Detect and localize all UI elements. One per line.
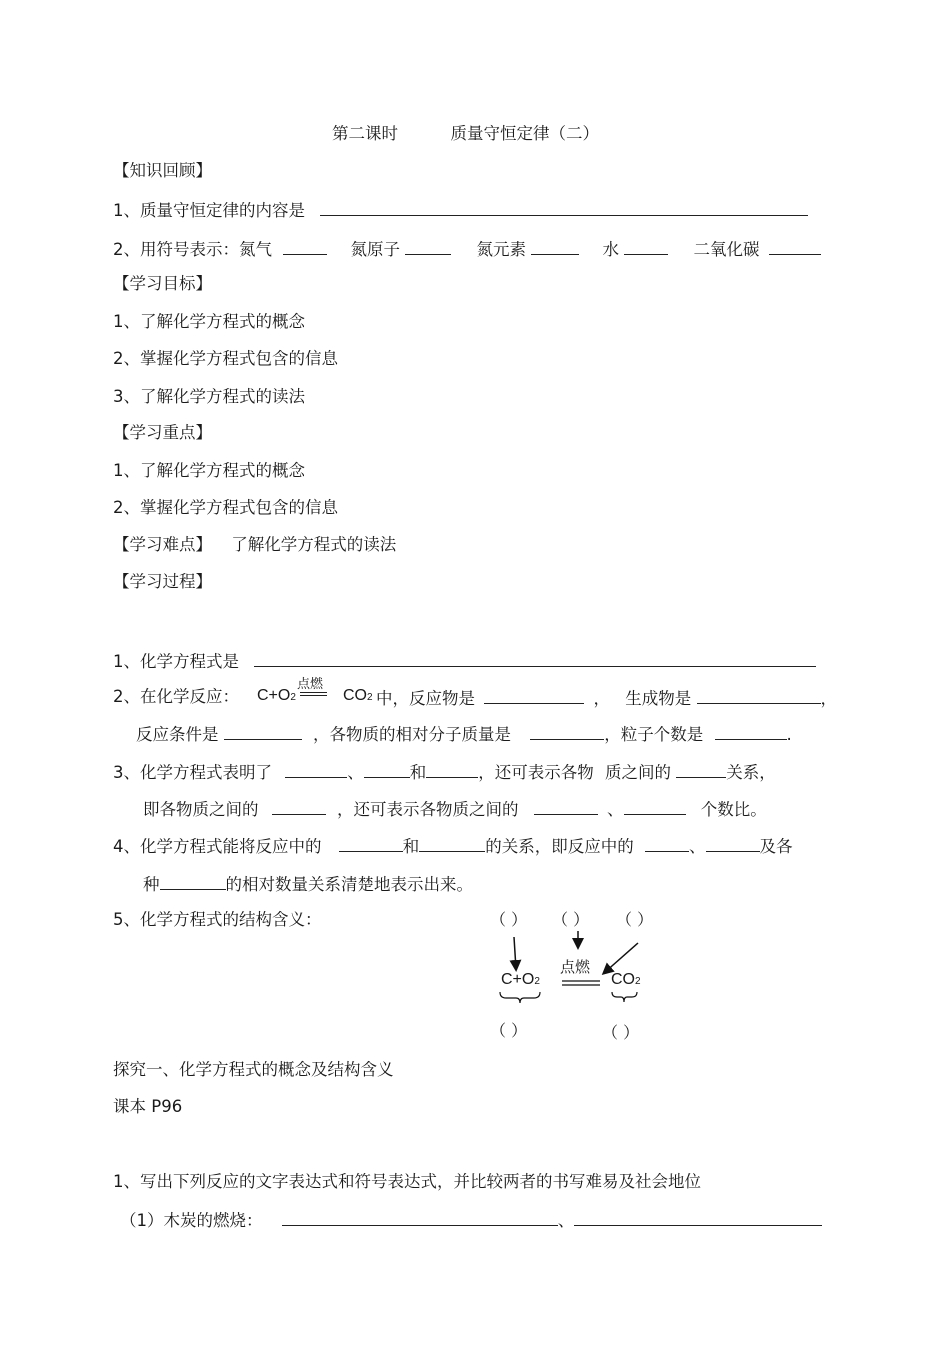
answer-blank[interactable] xyxy=(676,761,726,778)
explore-heading: 探究一、化学方程式的概念及结构含义 xyxy=(113,1060,394,1079)
q2-reactants: C+O2 xyxy=(257,687,296,704)
brace-reactants xyxy=(500,992,540,1003)
page-title xyxy=(332,124,599,144)
answer-blank[interactable] xyxy=(282,1209,558,1226)
process-q4: 4、化学方程式能将反应中的 和 的关系，即反应中的 、 及各 xyxy=(113,837,793,856)
title-right: 质量守恒定律（二） xyxy=(450,124,599,143)
answer-blank[interactable] xyxy=(285,761,347,778)
goal-item: 1、了解化学方程式的概念 xyxy=(113,312,305,331)
process-q2-line2: 反应条件是 ，各物质的相对分子质量是 ，粒子个数是 . xyxy=(136,725,792,744)
answer-blank[interactable] xyxy=(405,238,451,255)
q2-rest: 中，反应物是 ， 生成物是 ， xyxy=(376,689,837,708)
goal-item: 3、了解化学方程式的读法 xyxy=(113,387,305,406)
process-q5: 5、化学方程式的结构含义： xyxy=(113,910,322,929)
arrow-product xyxy=(604,943,638,973)
answer-blank[interactable] xyxy=(160,873,226,890)
q2-condition: 点燃 xyxy=(297,677,324,692)
process-q1: 1、化学方程式是 xyxy=(113,650,816,672)
exercise-1: 1、写出下列反应的文字表达式和符号表达式，并比较两者的书写难易及社会地位 xyxy=(113,1172,701,1191)
answer-blank[interactable] xyxy=(224,723,302,740)
goals-heading: 【学习目标】 xyxy=(113,274,212,293)
diagram-product: CO2 xyxy=(611,971,641,988)
process-q4-line2: 种 的相对数量关系清楚地表示出来。 xyxy=(143,875,473,894)
review-q2: 2、用符号表示：氮气 氮原子 氮元素 水 二氧化碳 xyxy=(113,238,821,260)
answer-blank[interactable] xyxy=(339,835,403,852)
answer-blank[interactable] xyxy=(574,1209,822,1226)
brace-product xyxy=(612,992,637,1002)
answer-paren[interactable]: （ ） xyxy=(490,1021,528,1040)
answer-blank[interactable] xyxy=(426,761,478,778)
title-left: 第二课时 xyxy=(332,124,398,143)
answer-paren[interactable]: （ ） xyxy=(616,910,654,929)
answer-blank[interactable] xyxy=(283,238,327,255)
answer-blank[interactable] xyxy=(254,650,816,667)
focus-item: 1、了解化学方程式的概念 xyxy=(113,461,305,480)
answer-blank[interactable] xyxy=(484,687,584,704)
answer-blank[interactable] xyxy=(697,687,821,704)
answer-blank[interactable] xyxy=(530,723,604,740)
process-q2: 2、在化学反应： xyxy=(113,687,239,706)
q2-product: CO2 xyxy=(343,687,373,704)
review-q1: 1、质量守恒定律的内容是 xyxy=(113,199,808,221)
answer-blank[interactable] xyxy=(531,238,579,255)
answer-blank[interactable] xyxy=(320,199,808,216)
difficulty-line: 【学习难点】 了解化学方程式的读法 xyxy=(113,535,397,554)
process-q3: 3、化学方程式表明了 、 和 ，还可表示各物 质之间的 关系， xyxy=(113,763,776,782)
diagram-condition: 点燃 xyxy=(560,958,591,976)
answer-paren[interactable]: （ ） xyxy=(552,910,590,929)
explore-ref: 课本 P96 xyxy=(113,1097,183,1116)
answer-blank[interactable] xyxy=(272,798,326,815)
exercise-1-item1: （1）木炭的燃烧： 、 xyxy=(120,1209,822,1231)
process-heading: 【学习过程】 xyxy=(113,572,212,591)
answer-blank[interactable] xyxy=(645,835,689,852)
answer-blank[interactable] xyxy=(419,835,485,852)
process-q3-line2: 即各物质之间的 ，还可表示各物质之间的 、 个数比。 xyxy=(143,800,767,819)
answer-blank[interactable] xyxy=(769,238,821,255)
answer-blank[interactable] xyxy=(706,835,760,852)
answer-blank[interactable] xyxy=(534,798,598,815)
diagram-reactants: C+O2 xyxy=(501,971,540,988)
equation-arrow xyxy=(300,692,327,696)
arrow-reactants xyxy=(514,937,516,969)
review-heading: 【知识回顾】 xyxy=(113,161,212,180)
answer-blank[interactable] xyxy=(624,798,686,815)
answer-paren[interactable]: （ ） xyxy=(602,1023,640,1042)
answer-blank[interactable] xyxy=(364,761,410,778)
focus-heading: 【学习重点】 xyxy=(113,423,212,442)
goal-item: 2、掌握化学方程式包含的信息 xyxy=(113,349,338,368)
answer-blank[interactable] xyxy=(715,723,787,740)
answer-blank[interactable] xyxy=(624,238,668,255)
focus-item: 2、掌握化学方程式包含的信息 xyxy=(113,498,338,517)
answer-paren[interactable]: （ ） xyxy=(490,910,528,929)
